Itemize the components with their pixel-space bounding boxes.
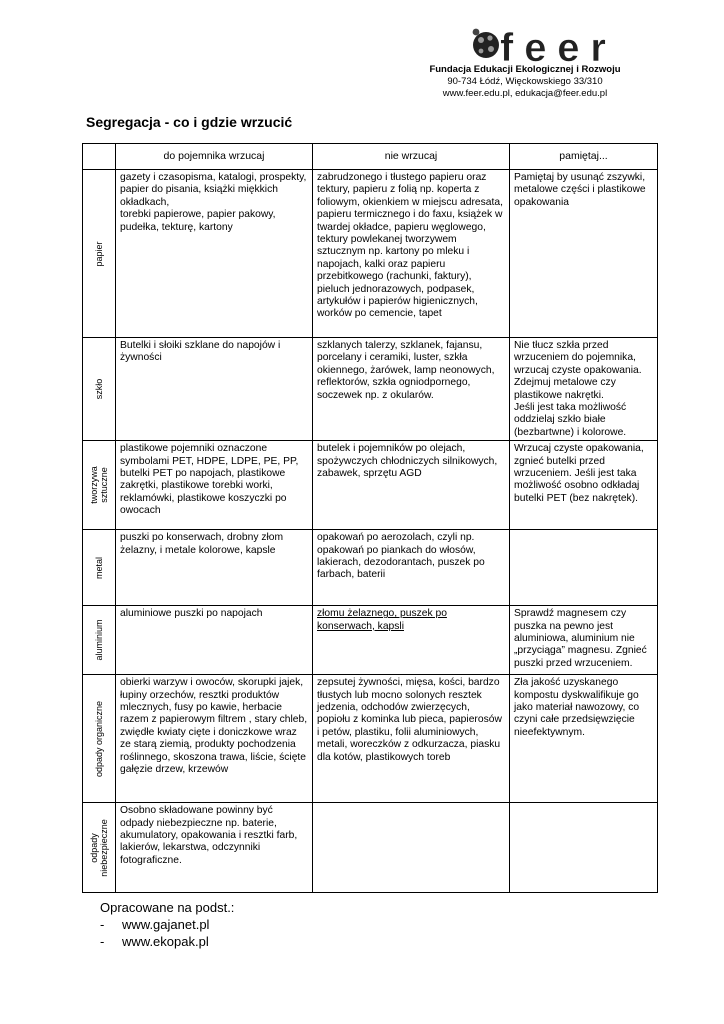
do-cell [116, 675, 313, 803]
header-nie: nie wrzucaj [313, 144, 510, 170]
table-row [83, 606, 658, 675]
sources-label: Opracowane na podst.: [100, 900, 235, 915]
pamietaj-cell [510, 338, 658, 441]
header-category [83, 144, 116, 170]
category-cell [83, 675, 116, 803]
logo-wordmark: feer [500, 26, 606, 66]
table-row [83, 530, 658, 606]
nie-cell [313, 338, 510, 441]
table-row [83, 170, 658, 338]
do-cell [116, 530, 313, 606]
nie-cell [313, 530, 510, 606]
table-row [83, 803, 658, 893]
nie-text: opakowań po aerozolach, czyli np. opakowań po piankach do włosów, lakierach, dezodorantach, puszek po farbach, baterii [317, 532, 485, 581]
organization-block [400, 64, 650, 100]
category-label: aluminium [94, 619, 104, 661]
category-cell [83, 606, 116, 675]
source-link[interactable]: www.ekopak.pl [122, 934, 209, 949]
header-pamietaj: pamiętaj... [510, 144, 658, 170]
nie-text: zabrudzonego i tłustego papieru oraz tektury, papieru z folią np. koperta z foliowym, okienkiem w miejscu adresata, papieru termicznego i do faxu, książek w twardej okładce, papieru węglowego, tektury powlekanej tworzywem sztucznym np. kartony po mleku i napojach, kalki oraz papieru przebitkowego (rachunki, faktury), pieluch jednorazowych, podpasek, artykułów i papierów higienicznych, worków po cemencie, tapet [317, 172, 503, 320]
nie-text: szklanych talerzy, szklanek, fajansu, porcelany i ceramiki, luster, szkła okiennego, żarówek, lamp neonowych, reflektorów, szkła ogniodpornego, soczewek np. z okularów. [317, 340, 495, 401]
pamietaj-cell [510, 441, 658, 530]
nie-cell [313, 441, 510, 530]
category-label: odpady niebezpieczne [89, 818, 109, 877]
pamietaj-cell [510, 530, 658, 606]
table-row [83, 441, 658, 530]
category-cell [83, 530, 116, 606]
do-cell [116, 170, 313, 338]
table-header-row [83, 144, 658, 170]
pamietaj-text: Zła jakość uzyskanego kompostu dyskwalifikuje go jako materiał nawozowy, co czyni całe przedsięwzięcie nieefektywnym. [514, 677, 640, 738]
pamietaj-text: Sprawdź magnesem czy puszka na pewno jest aluminiowa, aluminium nie „przyciąga” magnesu. Zgnieć puszki przed wrzuceniem. [514, 608, 647, 669]
segregation-table [82, 143, 658, 893]
do-text: Butelki i słoiki szklane do napojów i żywności [120, 340, 281, 364]
pamietaj-cell [510, 170, 658, 338]
org-name: Fundacja Edukacji Ekologicznej i Rozwoju [429, 64, 621, 75]
category-label: metal [94, 556, 104, 579]
category-label: tworzywa sztuczne [89, 466, 109, 505]
source-link[interactable]: www.gajanet.pl [122, 917, 210, 932]
category-cell [83, 803, 116, 893]
category-cell [83, 441, 116, 530]
category-label: papier [94, 240, 104, 267]
org-contact: www.feer.edu.pl, edukacja@feer.edu.pl [442, 88, 608, 99]
do-text: Osobno składowane powinny być odpady niebezpieczne np. baterie, akumulatory, opakowania i resztki farb, lakierów, lekarstwa, odczynniki fotograficzne. [120, 805, 298, 866]
pamietaj-cell [510, 675, 658, 803]
pamietaj-text: Wrzucaj czyste opakowania, zgnieć butelki przed wrzuceniem. Jeśli jest taka możliwość osobno odkładaj butelki PET (bez nakrętek). [514, 443, 644, 504]
list-item [100, 916, 234, 933]
do-text: gazety i czasopisma, katalogi, prospekty, papier do pisania, książki miękkich okładkach, torebki papierowe, papier pakowy, pudełka, tekturę, kartony [120, 172, 307, 233]
pamietaj-text: Nie tłucz szkła przed wrzuceniem do pojemnika, wrzucaj czyste opakowania. Zdejmuj metalowe czy plastikowe nakrętki. Jeśli jest taka możliwość oddzielaj szkło białe (bezbartwne) i kolorowe. [514, 340, 642, 438]
pamietaj-text: Pamiętaj by usunąć zszywki, metalowe części i plastikowe opakowania [514, 172, 646, 208]
do-cell [116, 338, 313, 441]
do-text: obierki warzyw i owoców, skorupki jajek, łupiny orzechów, resztki produktów mlecznych, fusy po kawie, herbacie razem z papierowym filtrem , stary chleb, zwiędłe kwiaty cięte i doniczkowe wraz ze starą ziemią, produkty pochodzenia roślinnego, skoszona trawa, liście, ścięte gałęzie drzew, krzewów [120, 677, 308, 776]
nie-text: zepsutej żywności, mięsa, kości, bardzo tłustych lub mocno solonych resztek jedzenia, odchodów zwierzęcych, popiołu z kominka lub pieca, papierosów i petów, plastiku, folii aluminiowych, metali, woreczków z odkurzacza, piasku dla kotów, plastikowych toreb [317, 677, 502, 763]
table-row [83, 675, 658, 803]
nie-cell [313, 803, 510, 893]
do-cell [116, 803, 313, 893]
list-item [100, 933, 234, 950]
document-title: Segregacja - co i gdzie wrzucić [86, 114, 293, 130]
feer-logo [470, 24, 610, 66]
category-label: szkło [94, 378, 104, 400]
nie-cell [313, 606, 510, 675]
do-text: plastikowe pojemniki oznaczone symbolami PET, HDPE, LDPE, PE, PP, butelki PET po napojach, plastikowe zakrętki, plastikowe torebki worki, reklamówki, plastikowe koszyczki po owocach [120, 443, 299, 517]
do-cell [116, 606, 313, 675]
category-cell [83, 170, 116, 338]
sources-block [100, 899, 234, 950]
header-do: do pojemnika wrzucaj [116, 144, 313, 170]
do-text: aluminiowe puszki po napojach [120, 608, 263, 620]
list-dash: - [100, 934, 105, 949]
list-dash: - [100, 917, 105, 932]
pamietaj-cell [510, 803, 658, 893]
org-address: 90-734 Łódź, Więckowskiego 33/310 [447, 76, 603, 87]
nie-cell [313, 170, 510, 338]
nie-cell [313, 675, 510, 803]
ladybug-logo-icon [470, 24, 610, 66]
category-label: odpady organiczne [94, 700, 104, 777]
nie-text: złomu żelaznego, puszek po konserwach, kapsli [317, 608, 447, 632]
pamietaj-cell [510, 606, 658, 675]
do-cell [116, 441, 313, 530]
do-text: puszki po konserwach, drobny złom żelazny, i metale kolorowe, kapsle [120, 532, 284, 556]
category-cell [83, 338, 116, 441]
table-row [83, 338, 658, 441]
nie-text: butelek i pojemników po olejach, spożywczych chłodniczych silnikowych, zabawek, sprzętu AGD [317, 443, 498, 480]
